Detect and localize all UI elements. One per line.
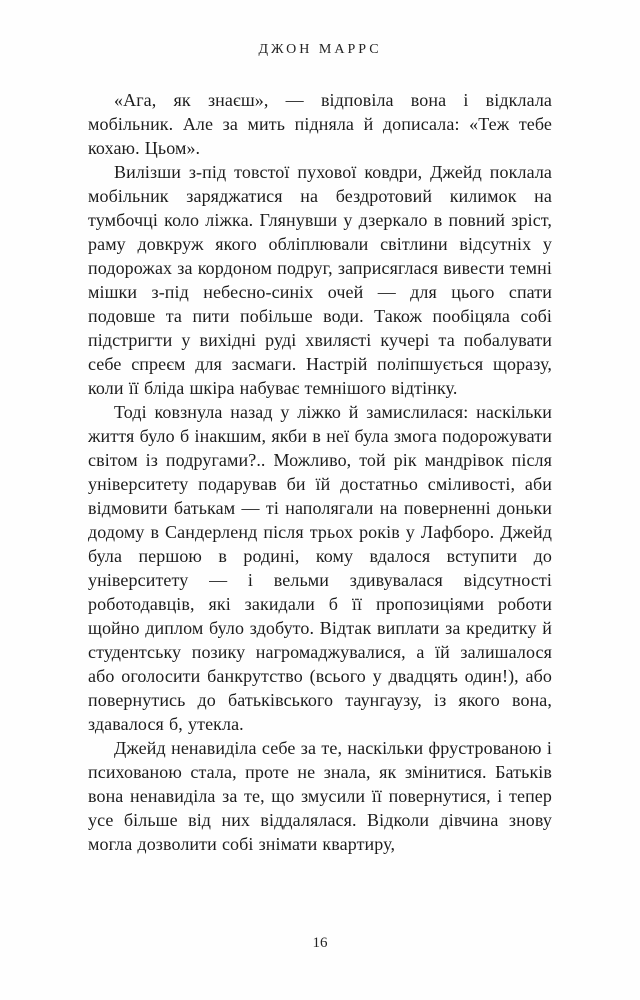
paragraph: Вилізши з-під товстої пухової ковдри, Джейд поклала мобільник заряджатися на бездротовий килимок на тумбочці коло ліжка. Глянувши у дзеркало в повний зріст, раму довкруж якого обліплювали світлини відсутніх у подорожах за кордоном подруг, заприсяглася вивести темні мішки з-під небесно-синіх очей — для цього спати подовше та пити побільше води. Також пообіцяла собі підстригти у вихідні руді хвилясті кучері та побалувати себе спреєм для засмаги. Настрій поліпшується щоразу, коли її бліда шкіра набуває темнішого відтінку. xyxy=(88,162,552,398)
body-text xyxy=(88,88,552,856)
paragraph: Джейд ненавиділа себе за те, наскільки фрустрованою і психованою стала, проте не знала, як змінитися. Батьків вона ненавиділа за те, що змусили її повернутися, і тепер усе більше від них віддалялася. Відколи дівчина знову могла дозволити собі знімати квартиру, xyxy=(88,738,552,854)
paragraph: Тоді ковзнула назад у ліжко й замислилася: наскільки життя було б інакшим, якби в неї була змога подорожувати світом із подругами?.. Можливо, той рік мандрівок після університету подарував би їй достатньо сміливості, аби відмовити батькам — ті наполягали на поверненні доньки додому в Сандерленд після трьох років у Лафборо. Джейд була першою в родині, кому вдалося вступити до університету — і вельми здивувалася відсутності роботодавців, які закидали б її пропозиціями роботи щойно диплом було здобуто. Відтак виплати за кредитку й студентську позику нагромаджувалися, а їй залишалося або оголосити банкрутство (всього у двадцять один!), або повернутись до батьківського таунгаузу, із якого вона, здавалося б, утекла. xyxy=(88,402,552,734)
paragraph: «Ага, як знаєш», — відповіла вона і відклала мобільник. Але за мить підняла й дописала: «Теж тебе кохаю. Цьом». xyxy=(88,90,552,158)
running-header: ДЖОН МАРРС xyxy=(258,42,382,57)
page-number: 16 xyxy=(312,935,328,951)
